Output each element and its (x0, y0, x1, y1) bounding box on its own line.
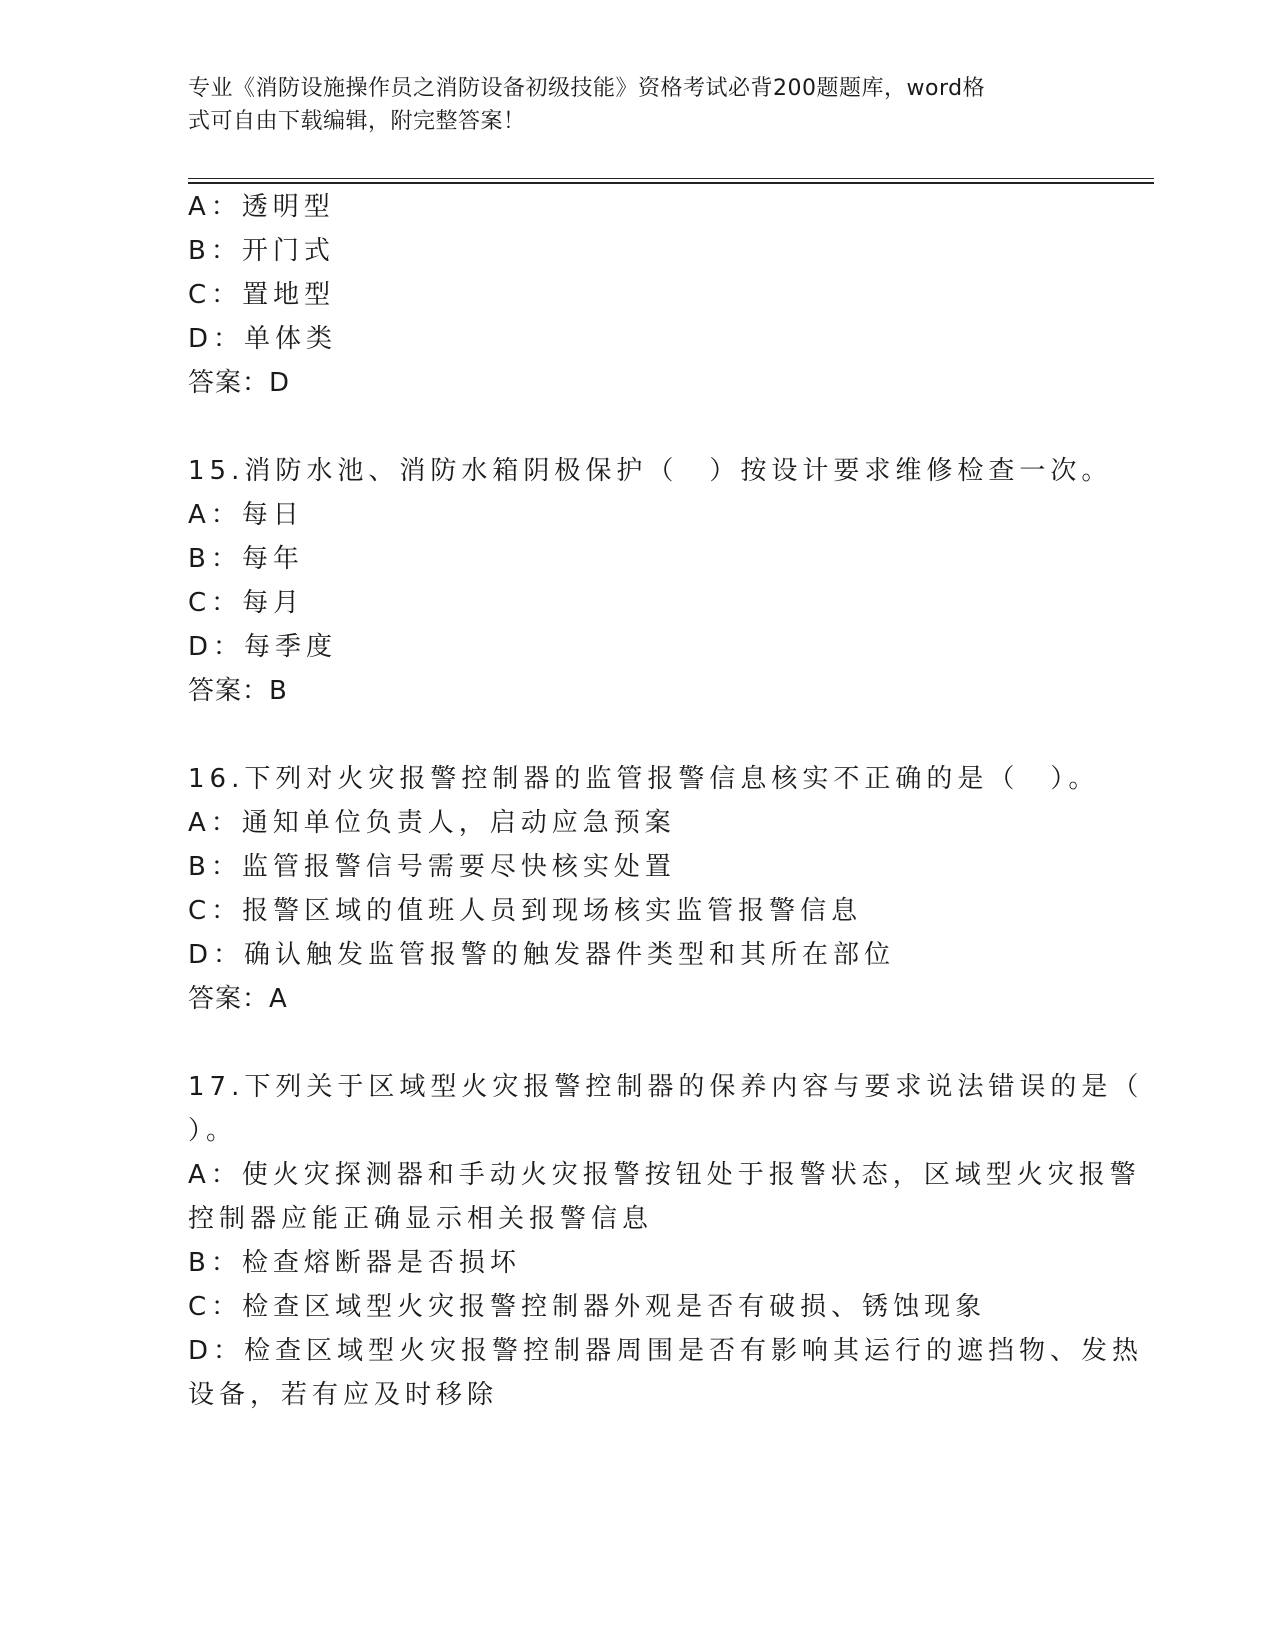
header-divider-thin (188, 178, 1154, 179)
q17-option-a-line-2: 控制器应能正确显示相关报警信息 (188, 1204, 654, 1234)
q15-option-c: C：每月 (188, 588, 305, 618)
q16-option-b: B：监管报警信号需要尽快核实处置 (188, 852, 676, 882)
q15-question: 15.消防水池、消防水箱阴极保护（ ）按设计要求维修检查一次。 (188, 456, 1113, 486)
q16-option-d: D：确认触发监管报警的触发器件类型和其所在部位 (188, 940, 896, 970)
header-line-1: 专业《消防设施操作员之消防设备初级技能》资格考试必背200题题库，word格 (188, 76, 986, 101)
q14-option-a: A：透明型 (188, 192, 335, 222)
q14-option-d: D：单体类 (188, 324, 338, 354)
q16-option-a: A：通知单位负责人，启动应急预案 (188, 808, 676, 838)
q16-question: 16.下列对火灾报警控制器的监管报警信息核实不正确的是（ ）。 (188, 764, 1100, 794)
q17-option-c: C：检查区域型火灾报警控制器外观是否有破损、锈蚀现象 (188, 1292, 987, 1322)
header-divider-thick (188, 182, 1154, 184)
q17-option-a-line-1: A：使火灾探测器和手动火灾报警按钮处于报警状态，区域型火灾报警 (188, 1160, 1141, 1190)
q15-option-a: A：每日 (188, 500, 304, 530)
q17-question-line-1: 17.下列关于区域型火灾报警控制器的保养内容与要求说法错误的是（ (188, 1072, 1144, 1102)
q14-option-b: B：开门式 (188, 236, 335, 266)
q14-option-c: C：置地型 (188, 280, 336, 310)
q16-option-c: C：报警区域的值班人员到现场核实监管报警信息 (188, 896, 863, 926)
header-line-2: 式可自由下载编辑，附完整答案！ (188, 109, 526, 134)
q15-answer: 答案：B (188, 676, 288, 706)
q17-option-b: B：检查熔断器是否损坏 (188, 1248, 521, 1278)
document-header (188, 72, 1068, 138)
q17-option-d-line-1: D：检查区域型火灾报警控制器周围是否有影响其运行的遮挡物、发热 (188, 1336, 1144, 1366)
q16-answer: 答案：A (188, 984, 288, 1014)
q15-option-b: B：每年 (188, 544, 304, 574)
q17-question-line-2: ）。 (188, 1116, 238, 1146)
q14-answer: 答案：D (188, 368, 291, 398)
q15-option-d: D：每季度 (188, 632, 338, 662)
q17-option-d-line-2: 设备，若有应及时移除 (188, 1380, 499, 1410)
